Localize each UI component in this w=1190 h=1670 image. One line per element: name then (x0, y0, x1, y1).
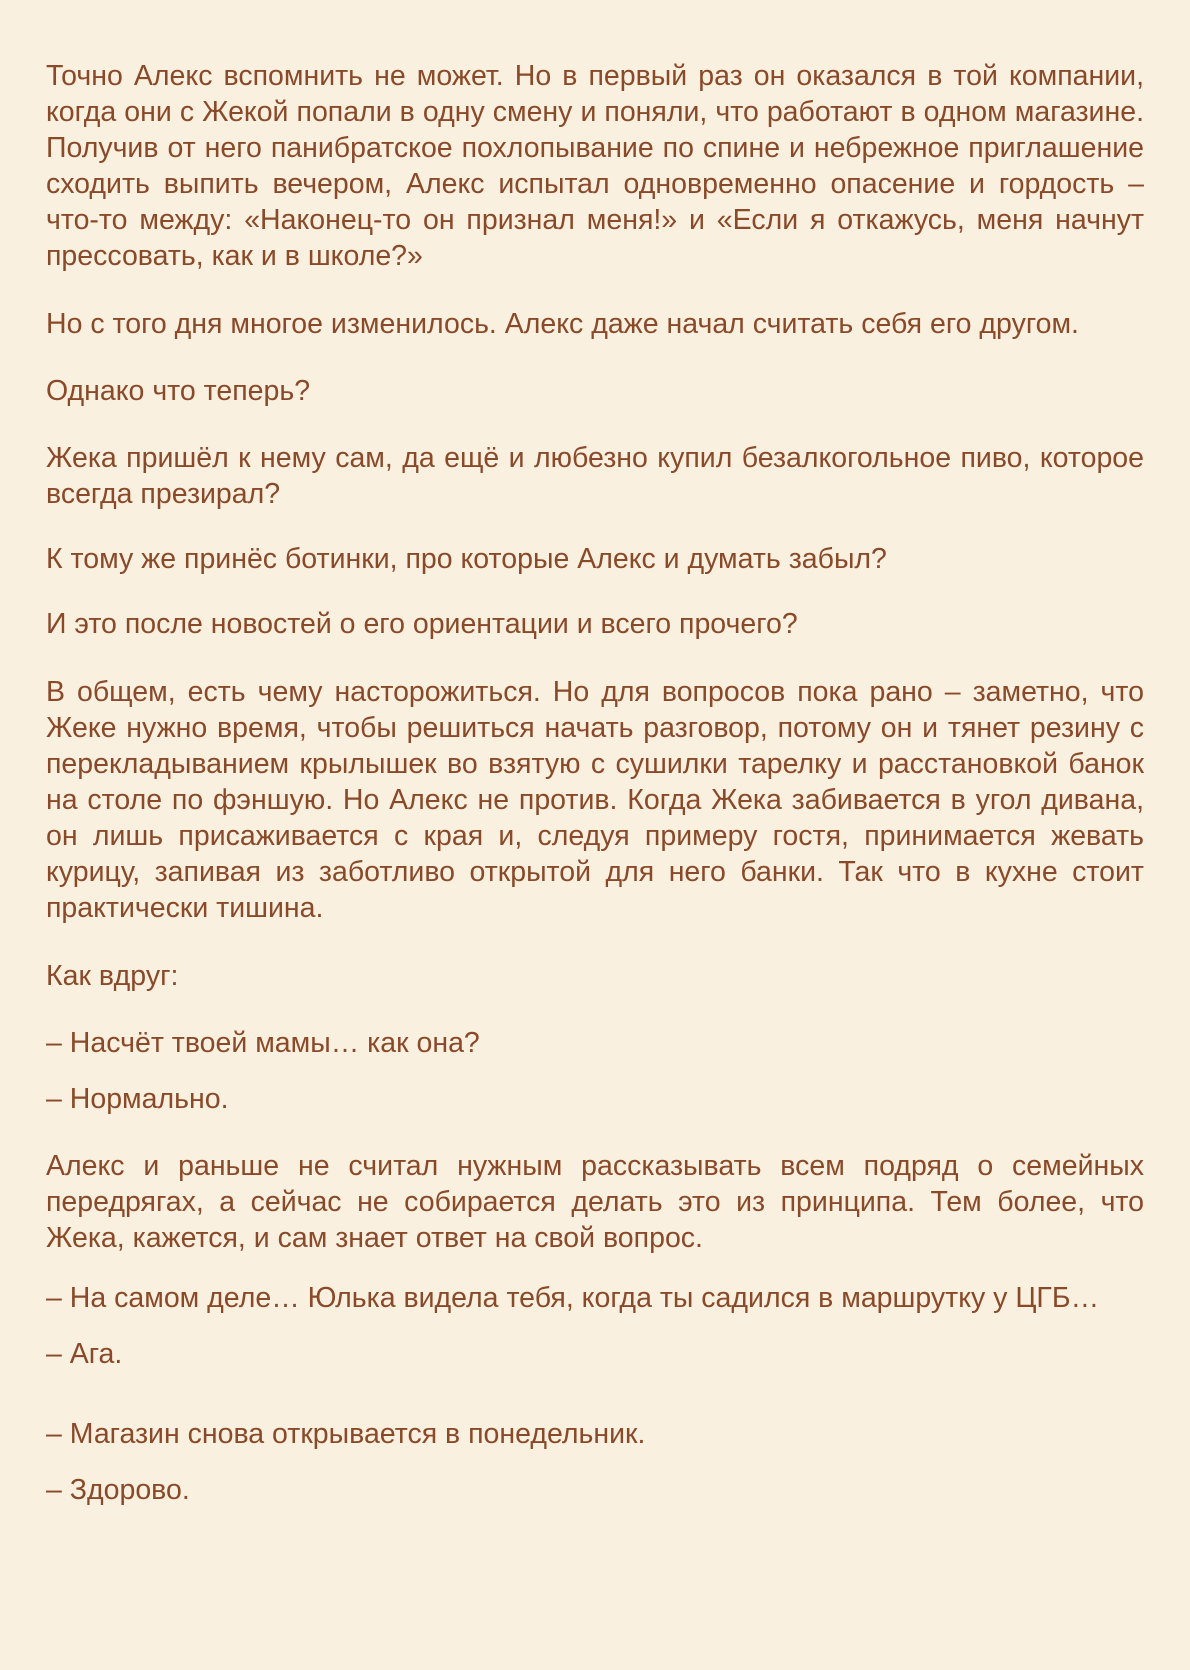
paragraph-boots: К тому же принёс ботинки, про которые Алекс и думать забыл? (46, 543, 887, 575)
paragraph-question: Однако что теперь? (46, 375, 311, 407)
document-page (46, 58, 1144, 1508)
paragraph-suddenly: Как вдруг: (46, 960, 179, 992)
dialogue-line-yulka: – На самом деле… Юлька видела тебя, когда ты садился в маршрутку у ЦГБ… (46, 1282, 1100, 1314)
paragraph-news: И это после новостей о его ориентации и всего прочего? (46, 608, 798, 640)
paragraph-friendship: Но с того дня многое изменилось. Алекс даже начал считать себя его другом. (46, 308, 1079, 340)
dialogue-line-normal: – Нормально. (46, 1083, 229, 1115)
paragraph-beer: Жека пришёл к нему сам, да ещё и любезно купил безалкогольное пиво, которое всегда презирал? (46, 442, 1144, 510)
dialogue-line-aga: – Ага. (46, 1338, 123, 1370)
paragraph-memory: Точно Алекс вспомнить не может. Но в первый раз он оказался в той компании, когда они с Жекой попали в одну смену и поняли, что работают в одном магазине. Получив от него панибратское похлопывание по спине и небрежное приглашение сходить выпить вечером, Алекс испытал одновременно опасение и гордость – что-то между: «Наконец-то он признал меня!» и «Если я откажусь, меня начнут прессовать, как и в школе?» (46, 60, 1144, 272)
dialogue-line-great: – Здорово. (46, 1474, 190, 1506)
dialogue-line-shop: – Магазин снова открывается в понедельник. (46, 1418, 646, 1450)
paragraph-kitchen: В общем, есть чему насторожиться. Но для вопросов пока рано – заметно, что Жеке нужно время, чтобы решиться начать разговор, потому он и тянет резину с перекладыванием крылышек во взятую с сушилки тарелку и расстановкой банок на столе по фэншую. Но Алекс не против. Когда Жека забивается в угол дивана, он лишь присаживается с края и, следуя примеру гостя, принимается жевать курицу, запивая из заботливо открытой для него банки. Так что в кухне стоит практически тишина. (46, 676, 1144, 924)
dialogue-line-mom: – Насчёт твоей мамы… как она? (46, 1027, 480, 1059)
paragraph-family: Алекс и раньше не считал нужным рассказывать всем подряд о семейных передрягах, а сейчас не собирается делать это из принципа. Тем более, что Жека, кажется, и сам знает ответ на свой вопрос. (46, 1150, 1144, 1254)
